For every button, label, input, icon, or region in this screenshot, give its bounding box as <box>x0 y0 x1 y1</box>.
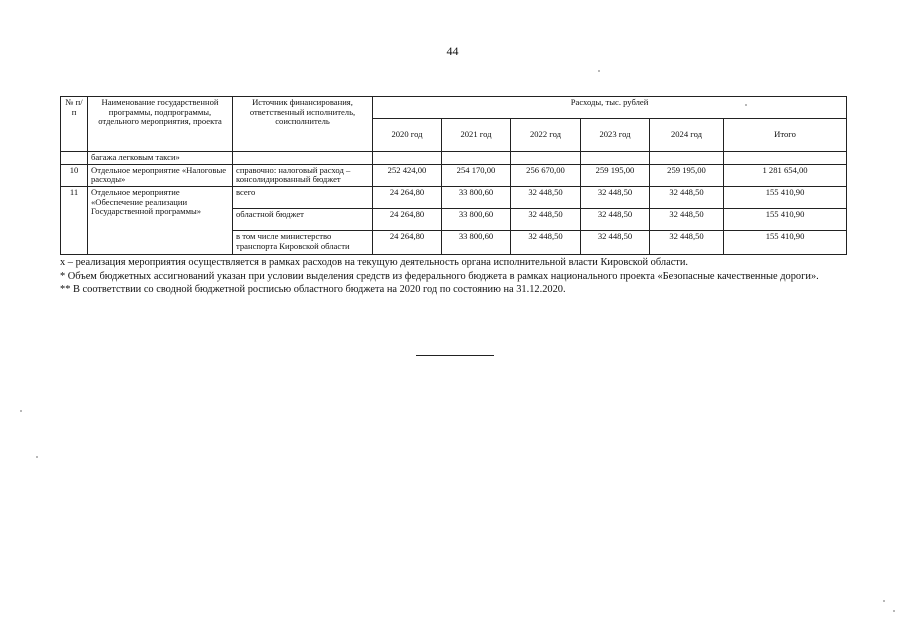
row-total: 1 281 654,00 <box>724 164 847 186</box>
row-value: 252 424,00 <box>373 164 442 186</box>
row-value <box>373 152 442 165</box>
header-year: 2023 год <box>581 119 650 152</box>
row-num: 11 <box>61 186 88 254</box>
page-number: 44 <box>446 44 459 58</box>
row-name: Отдельное мероприятие «Обеспечение реализации Государственной программы» <box>88 186 233 254</box>
row-value: 24 264,80 <box>373 230 442 254</box>
header-source: Источник финансирования, ответственный исполнитель, соисполнитель <box>233 97 373 152</box>
row-value: 32 448,50 <box>650 186 724 208</box>
scan-speck <box>598 70 600 72</box>
table-header-row <box>61 97 847 119</box>
row-value: 24 264,80 <box>373 208 442 230</box>
row-value: 259 195,00 <box>581 164 650 186</box>
row-value: 33 800,60 <box>442 230 511 254</box>
row-source <box>233 152 373 165</box>
row-value <box>442 152 511 165</box>
row-value: 254 170,00 <box>442 164 511 186</box>
header-total: Итого <box>724 119 847 152</box>
header-year: 2024 год <box>650 119 724 152</box>
row-value: 32 448,50 <box>511 186 581 208</box>
row-total: 155 410,90 <box>724 230 847 254</box>
scan-speck <box>893 610 895 612</box>
row-num <box>61 152 88 165</box>
row-value: 256 670,00 <box>511 164 581 186</box>
row-value: 32 448,50 <box>650 208 724 230</box>
row-source: в том числе министерство транспорта Кировской области <box>233 230 373 254</box>
row-value <box>581 152 650 165</box>
row-total <box>724 152 847 165</box>
table-row <box>61 186 847 208</box>
table-row <box>61 152 847 165</box>
footnote-x: х – реализация мероприятия осуществляется в рамках расходов на текущую деятельность органа исполнительной власти Кировской области. <box>60 257 689 268</box>
row-value: 33 800,60 <box>442 186 511 208</box>
row-value: 259 195,00 <box>650 164 724 186</box>
footnotes <box>60 256 846 297</box>
row-source: областной бюджет <box>233 208 373 230</box>
header-expenses: Расходы, тыс. рублей <box>373 97 847 119</box>
scan-speck <box>36 456 38 458</box>
row-value <box>650 152 724 165</box>
row-value: 32 448,50 <box>511 208 581 230</box>
footnote-double-star: ** В соответствии со сводной бюджетной росписью областного бюджета на 2020 год по состоянию на 31.12.2020. <box>60 284 566 296</box>
header-num: № п/п <box>61 97 88 152</box>
row-num: 10 <box>61 164 88 186</box>
header-year: 2020 год <box>373 119 442 152</box>
row-value: 32 448,50 <box>650 230 724 254</box>
row-value: 32 448,50 <box>581 230 650 254</box>
footnote-star: * Объем бюджетных ассигнований указан при условии выделения средств из федерального бюджета в рамках национального проекта «Безопасные качественные дороги». <box>60 270 819 282</box>
scan-speck <box>20 410 22 412</box>
row-total: 155 410,90 <box>724 186 847 208</box>
header-year: 2022 год <box>511 119 581 152</box>
row-value: 32 448,50 <box>581 186 650 208</box>
end-rule <box>416 355 494 356</box>
row-value: 24 264,80 <box>373 186 442 208</box>
budget-table <box>60 96 847 255</box>
scan-speck <box>745 104 747 106</box>
row-value: 32 448,50 <box>581 208 650 230</box>
row-value <box>511 152 581 165</box>
row-total: 155 410,90 <box>724 208 847 230</box>
row-name: Отдельное мероприятие «Налоговые расходы» <box>88 164 233 186</box>
table-row <box>61 164 847 186</box>
scan-speck <box>883 600 885 602</box>
row-value: 32 448,50 <box>511 230 581 254</box>
row-source: всего <box>233 186 373 208</box>
row-value: 33 800,60 <box>442 208 511 230</box>
header-name: Наименование государственной программы, подпрограммы, отдельного мероприятия, проекта <box>88 97 233 152</box>
row-name: багажа легковым такси» <box>88 152 233 165</box>
row-source: справочно: налоговый расход – консолидированный бюджет <box>233 164 373 186</box>
header-year: 2021 год <box>442 119 511 152</box>
